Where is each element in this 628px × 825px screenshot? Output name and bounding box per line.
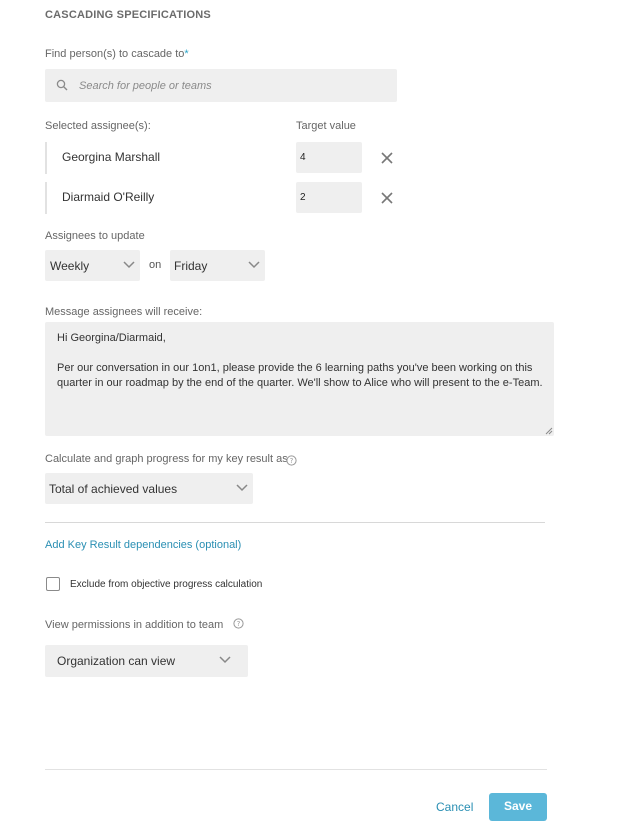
chevron-down-icon xyxy=(219,656,231,664)
svg-text:?: ? xyxy=(289,457,294,466)
day-select[interactable] xyxy=(170,250,265,281)
chevron-down-icon xyxy=(123,261,135,269)
chevron-down-icon xyxy=(236,484,248,492)
on-label: on xyxy=(149,259,162,271)
resize-handle-icon[interactable] xyxy=(545,427,553,435)
svg-text:?: ? xyxy=(236,620,241,629)
assignee-name: Georgina Marshall xyxy=(62,150,161,164)
assignee-name: Diarmaid O'Reilly xyxy=(62,190,155,204)
target-value: 2 xyxy=(300,192,306,203)
assignee-row xyxy=(45,142,271,174)
permissions-select[interactable] xyxy=(45,645,248,677)
assignee-row xyxy=(45,182,271,214)
remove-assignee-icon[interactable] xyxy=(380,151,394,165)
save-button[interactable]: Save xyxy=(489,793,547,821)
calculation-value: Total of achieved values xyxy=(49,482,178,496)
message-body: Per our conversation in our 1on1, please provide the 6 learning paths you've been working on this quarter in our roadmap by the end of the quarter. We'll show to Alice who will present to the e-Team. xyxy=(57,362,543,389)
target-value-input[interactable] xyxy=(296,142,362,173)
permissions-label: View permissions in addition to team xyxy=(45,619,224,631)
required-mark: * xyxy=(184,48,189,60)
day-value: Friday xyxy=(174,259,208,273)
target-value-input[interactable] xyxy=(296,182,362,213)
frequency-value: Weekly xyxy=(50,259,90,273)
footer-divider xyxy=(45,769,547,770)
message-textarea[interactable] xyxy=(45,322,554,436)
search-icon xyxy=(56,79,68,91)
exclude-label: Exclude from objective progress calculation xyxy=(70,579,263,590)
remove-assignee-icon[interactable] xyxy=(380,191,394,205)
calculation-label: Calculate and graph progress for my key result as xyxy=(45,453,288,465)
divider xyxy=(45,522,545,523)
update-label: Assignees to update xyxy=(45,230,145,242)
search-placeholder: Search for people or teams xyxy=(79,80,212,92)
section-title: CASCADING SPECIFICATIONS xyxy=(45,9,211,21)
calculation-select[interactable] xyxy=(45,473,253,504)
target-value: 4 xyxy=(300,152,306,163)
find-label-text: Find person(s) to cascade to xyxy=(45,48,185,60)
message-label: Message assignees will receive: xyxy=(45,306,203,318)
message-greeting: Hi Georgina/Diarmaid, xyxy=(57,332,166,344)
permissions-value: Organization can view xyxy=(57,654,176,668)
search-input[interactable] xyxy=(45,69,397,102)
add-dependencies-link[interactable]: Add Key Result dependencies (optional) xyxy=(45,539,242,551)
help-icon[interactable] xyxy=(286,455,297,466)
help-icon[interactable] xyxy=(233,618,244,629)
chevron-down-icon xyxy=(248,261,260,269)
frequency-select[interactable] xyxy=(45,250,140,281)
exclude-checkbox[interactable] xyxy=(46,577,60,591)
assignees-label: Selected assignee(s): xyxy=(45,120,151,132)
cancel-button[interactable]: Cancel xyxy=(436,800,474,814)
target-value-label: Target value xyxy=(296,120,356,132)
find-label xyxy=(45,48,189,60)
